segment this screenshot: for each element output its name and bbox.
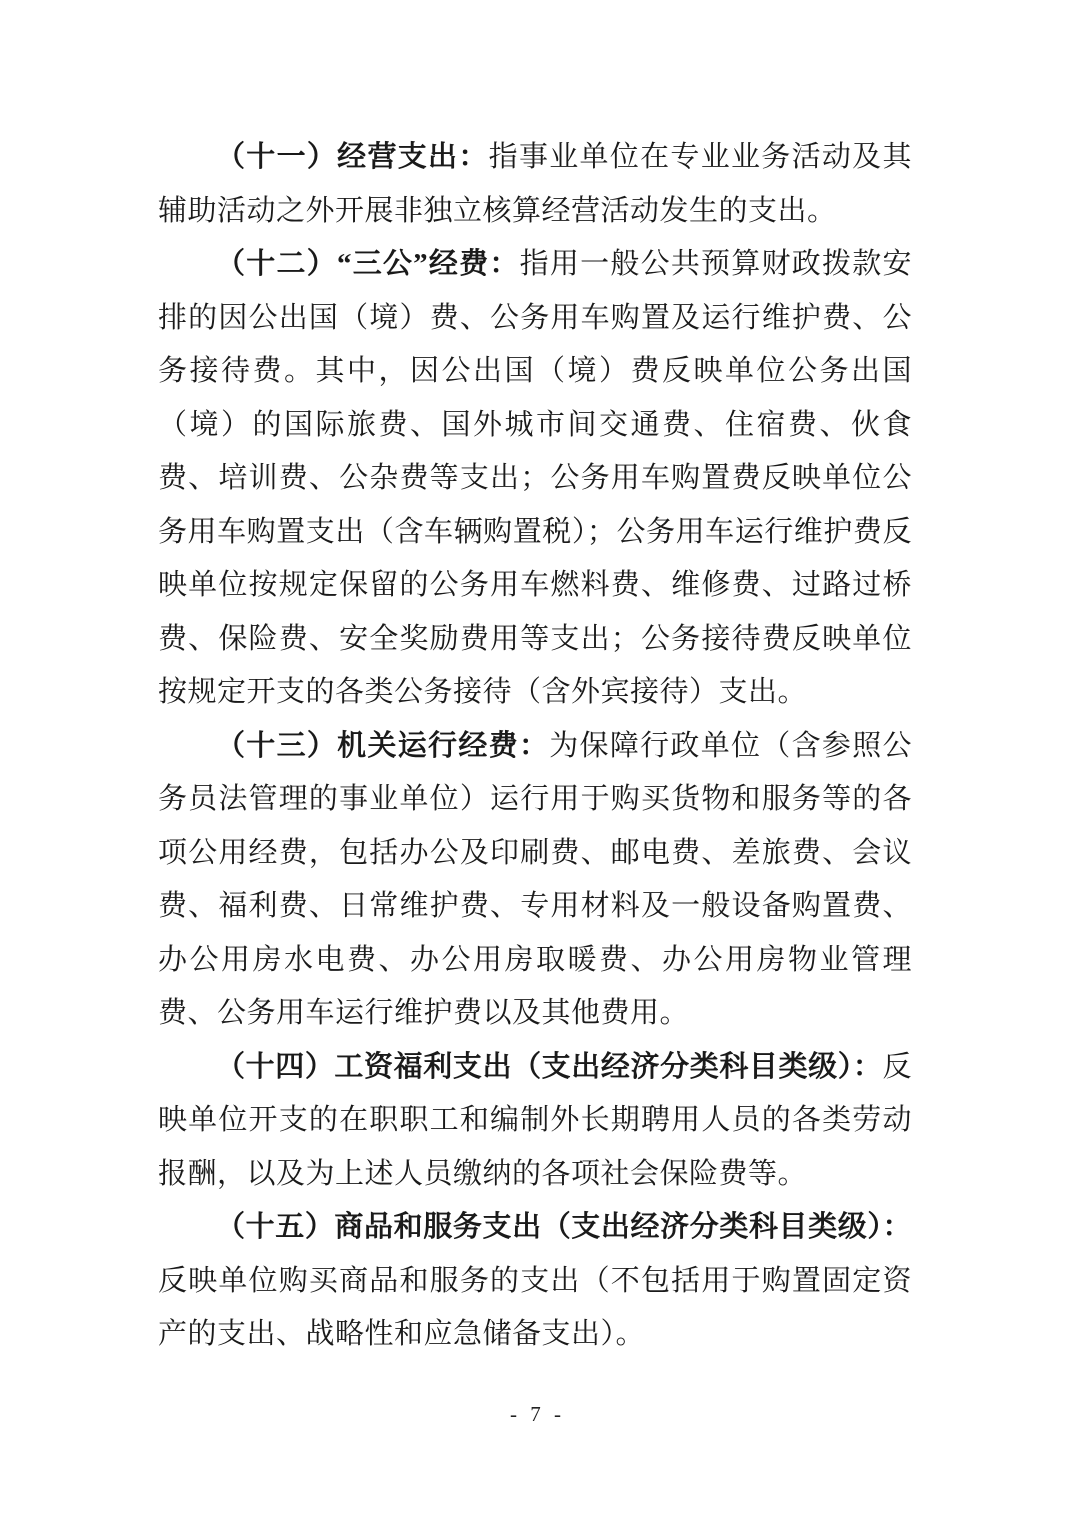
term-definition: 反映单位开支的在职职工和编制外长期聘用人员的各类劳动报酬，以及为上述人员缴纳的各项社会保险费等。 — [158, 1050, 912, 1190]
term-heading: （十四）工资福利支出（支出经济分类科目类级）： — [216, 1050, 883, 1083]
paragraph-item-13 — [158, 720, 912, 1041]
term-heading: （十一）经营支出： — [216, 141, 489, 173]
term-definition: 指用一般公共预算财政拨款安排的因公出国（境）费、公务用车购置及运行维护费、公务接待费。其中，因公出国（境）费反映单位公务出国（境）的国际旅费、国外城市间交通费、住宿费、伙食费、培训费、公杂费等支出；公务用车购置费反映单位公务用车购置支出（含车辆购置税）；公务用车运行维护费反映单位按规定保留的公务用车燃料费、维修费、过路过桥费、保险费、安全奖励费用等支出；公务接待费反映单位按规定开支的各类公务接待（含外宾接待）支出。 — [158, 248, 912, 708]
term-heading: （十五）商品和服务支出（支出经济分类科目类级）： — [216, 1211, 912, 1243]
document-body — [158, 131, 912, 1362]
term-definition: 反映单位购买商品和服务的支出（不包括用于购置固定资产的支出、战略性和应急储备支出）。 — [158, 1264, 912, 1350]
term-definition: 指事业单位在专业业务活动及其辅助活动之外开展非独立核算经营活动发生的支出。 — [158, 141, 912, 227]
paragraph-item-15 — [158, 1201, 912, 1362]
term-heading: （十三）机关运行经费： — [216, 729, 550, 762]
term-definition: 为保障行政单位（含参照公务员法管理的事业单位）运行用于购买货物和服务等的各项公用经费，包括办公及印刷费、邮电费、差旅费、会议费、福利费、日常维护费、专用材料及一般设备购置费、办公用房水电费、办公用房取暖费、办公用房物业管理费、公务用车运行维护费以及其他费用。 — [158, 729, 912, 1029]
paragraph-item-11 — [158, 131, 912, 238]
paragraph-item-14 — [158, 1041, 912, 1202]
paragraph-item-12 — [158, 238, 912, 720]
term-heading: （十二）“三公”经费： — [216, 248, 520, 280]
page-number: - 7 - — [510, 1402, 565, 1426]
